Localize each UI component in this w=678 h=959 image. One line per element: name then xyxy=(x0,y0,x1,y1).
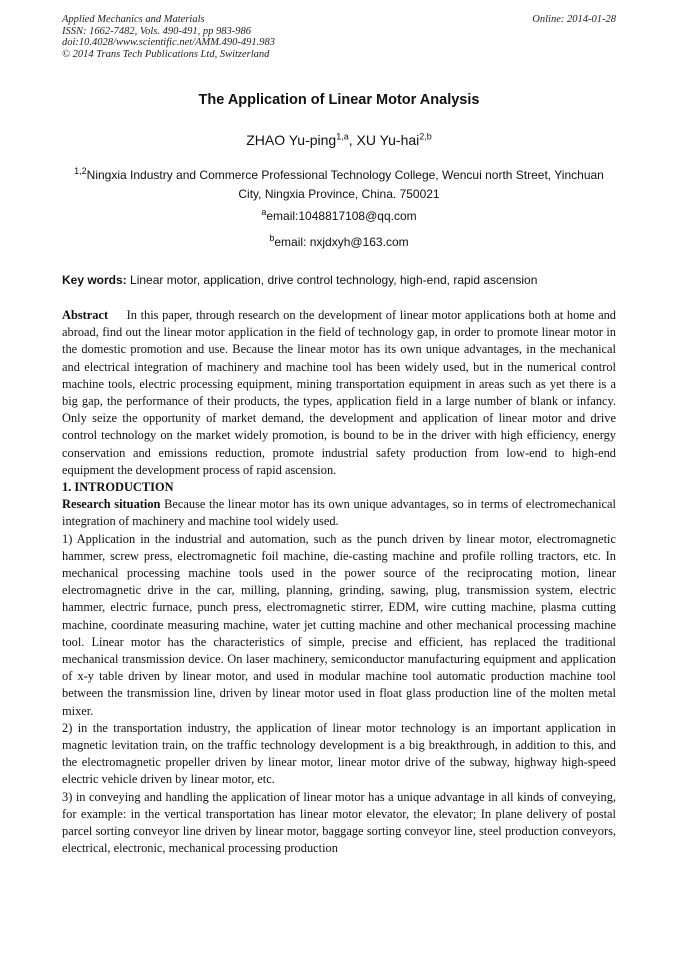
email-sup: b xyxy=(269,233,275,243)
affiliation-text: Ningxia Industry and Commerce Professional Technology College, Wencui north Street, Yinchuan City, Ningxia Province, China. 750021 xyxy=(86,168,604,201)
author-line xyxy=(0,132,678,148)
abstract-text: In this paper, through research on the development of linear motor applications both at home and abroad, find out the linear motor application in the field of technology gap, in order to promote linear motor in the domestic promotion and use. Because the linear motor has its own unique advantages, in the mechanical and electrical integration of machinery and machine tool has been widely used, but in the numerical control machine tools, electric processing equipment, mining transportation equipment in areas such as yet there is a big gap, the performance of their products, the types, application field in a large number of blank or infancy. Only seize the opportunity of market demand, the development and application of linear motor and drive control technology on the market widely promotion, is bound to be in the driver with high efficiency, energy conservation and emissions reduction, promote industrial safety production from low-end to high-end equipment the development process of rapid ascension. xyxy=(62,308,616,477)
issn-line: ISSN: 1662-7482, Vols. 490-491, pp 983-986 xyxy=(62,25,251,37)
email-sup: a xyxy=(261,207,267,217)
list-item: 2) in the transportation industry, the application of linear motor technology is an important application in magnetic levitation train, on the traffic technology development is a big breakthrough, in addition to this, and the electromagnetic propeller driven by linear motor, linear motor drive of the subway, highway high-speed electric vehicle driven by linear motor, etc. xyxy=(62,720,616,787)
research-text: Because the linear motor has its own unique advantages, so in terms of electromechanical integration of machinery and machine tool widely used. xyxy=(62,497,616,529)
author-sup: 2,b xyxy=(419,131,432,142)
copyright-line: © 2014 Trans Tech Publications Ltd, Switzerland xyxy=(62,48,270,60)
keywords-text: Linear motor, application, drive control technology, high-end, rapid ascension xyxy=(130,273,538,287)
journal-header xyxy=(62,14,616,60)
abstract-label: Abstract xyxy=(62,308,109,322)
research-label: Research situation xyxy=(62,497,161,512)
paper-title: The Application of Linear Motor Analysis xyxy=(198,92,480,108)
doi-line: doi:10.4028/www.scientific.net/AMM.490-491.983 xyxy=(62,37,275,48)
paper-body xyxy=(62,307,616,858)
author-name: XU Yu-hai xyxy=(356,132,420,148)
author-separator: , xyxy=(348,132,357,148)
list-item: 3) in conveying and handling the application of linear motor has a unique advantage in all kinds of conveying, for example: in the vertical transportation has linear motor elevator, the elevator; In plane delivery of postal parcel sorting conveyor line driven by linear motor, baggage sorting conveyor line, steel production conveyors, electrical, electronic, mechanical processing production xyxy=(62,789,616,856)
journal-name: Applied Mechanics and Materials xyxy=(62,14,205,25)
affiliation xyxy=(62,166,616,204)
email-line xyxy=(0,235,678,249)
email-text: email: nxjdxyh@163.com xyxy=(274,235,409,249)
email-text: email:1048817108@qq.com xyxy=(266,209,417,223)
affiliation-sup: 1,2 xyxy=(74,166,87,176)
keywords xyxy=(62,273,616,287)
keywords-label: Key words: xyxy=(62,273,127,287)
research-paragraph xyxy=(62,496,616,530)
list-item: 1) Application in the industrial and automation, such as the punch driven by linear motor, electromagnetic hammer, screw press, electromagnetic foil machine, die-casting machine and profile rolling tractors, etc. In mechanical processing machine tools used in the power source of the reciprocating motion, linear electromagnetic drive in the car, milling, planning, grinding, sawing, plug, transmission system, electric hammer, electric furnace, punch press, electromagnetic stirrer, EDM, wire cutting machine, plasma cutting machine, coordinate measuring machine, water jet cutting machine and other mechanical processing machine tool. Linear motor has the characteristics of simple, precise and efficient, has replaced the traditional mechanical transmission device. On laser machinery, semiconductor manufacturing equipment and application of x-y table driven by linear motor, and used in modular machine tool automatic production machine tool between the transmission line, driven by linear motor used in float glass production line of the molten metal mixer. xyxy=(62,531,616,718)
section-heading: 1. INTRODUCTION xyxy=(62,480,174,495)
author-name: ZHAO Yu-ping xyxy=(246,132,337,148)
email-line xyxy=(0,209,678,223)
online-date: Online: 2014-01-28 xyxy=(532,14,616,25)
author-sup: 1,a xyxy=(336,131,349,142)
abstract-paragraph xyxy=(62,307,616,479)
